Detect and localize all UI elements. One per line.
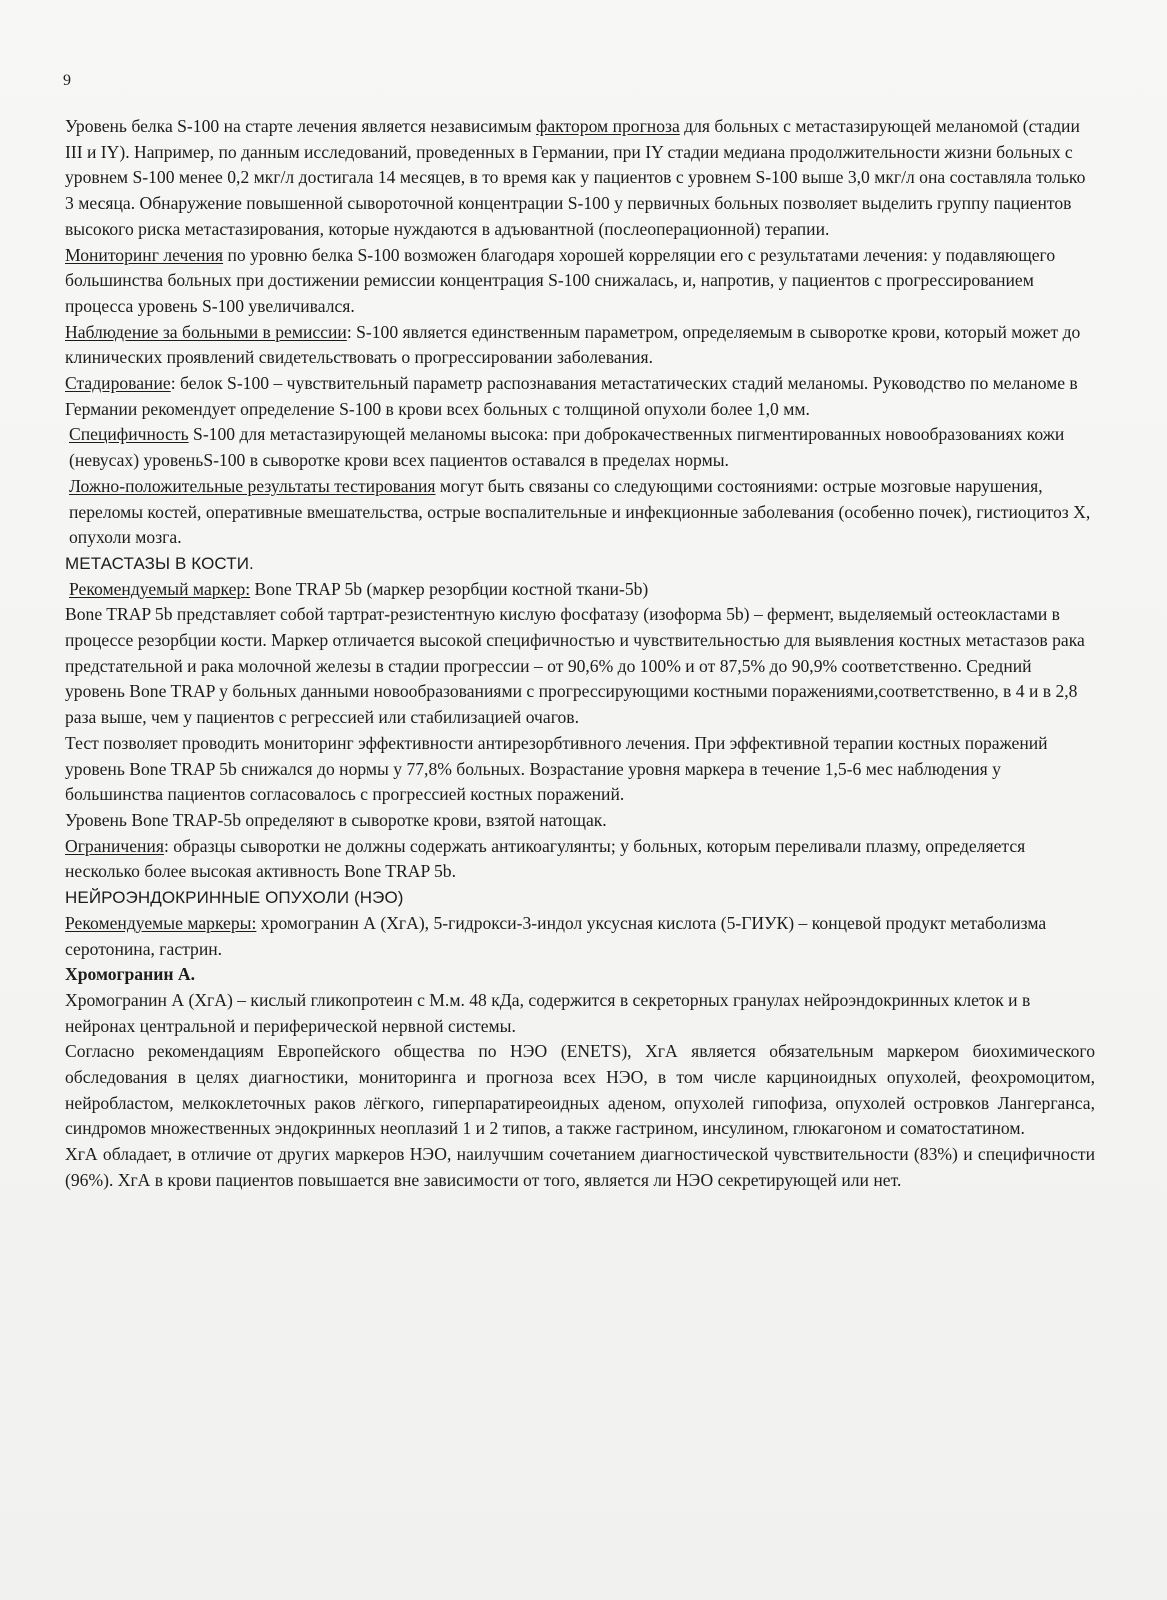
recommended-marker-label: Рекомендуемый маркер: bbox=[69, 578, 251, 599]
paragraph-false-positive: Ложно-положительные результаты тестирования могут быть связаны со следующими состояниями: острые мозговые нарушения, переломы костей, оперативные вмешательства, острые воспалительные и инфекционные заболевания (особенно почек), гистиоцитоз Х, опухоли мозга. bbox=[69, 475, 1091, 548]
paragraph-neo-markers: Рекомендуемые маркеры: хромогранин А (ХгА), 5-гидрокси-3-индол уксусная кислота (5-ГИУК) – концевой продукт метаболизма серотонина, гастрин. bbox=[65, 912, 1047, 959]
heading-chromogranin: Хромогранин А. bbox=[65, 964, 195, 985]
heading-neuroendocrine-tumors: НЕЙРОЭНДОКРИННЫЕ ОПУХОЛИ (НЭО) bbox=[65, 888, 404, 908]
false-positive-label: Ложно-положительные результаты тестирования bbox=[69, 475, 436, 496]
paragraph-bone-marker: Рекомендуемый маркер: Bone TRAP 5b (маркер резорбции костной ткани-5b) bbox=[69, 578, 649, 599]
paragraph-treatment-monitoring: Мониторинг лечения по уровню белка S-100 возможен благодаря хорошей корреляции его с результатами лечения: у подавляющего большинства больных при достижении ремиссии концентрация S-100 снижалась, и, напротив, у пациентов с прогрессированием процесса уровень S-100 увеличивался. bbox=[65, 244, 1056, 316]
paragraph-remission-observation: Наблюдение за больными в ремиссии: S-100 является единственным параметром, определяемым в сыворотке крови, который может до клинических проявлений свидетельствовать о прогрессировании заболевания. bbox=[65, 321, 1081, 368]
paragraph-limitations: Ограничения: образцы сыворотки не должны содержать антикоагулянты; у больных, которым переливали плазму, определяется несколько более высокая активность Bone TRAP 5b. bbox=[65, 835, 1026, 882]
page-number: 9 bbox=[63, 72, 71, 89]
paragraph-staging: Стадирование: белок S-100 – чувствительный параметр распознавания метастатических стадий меланомы. Руководство по меланоме в Германии рекомендует определение S-100 в крови всех больных с толщиной опухоли более 1,0 мм. bbox=[65, 373, 1078, 419]
paragraph-chromogranin-definition: Хромогранин А (ХгА) – кислый гликопротеин с М.м. 48 кДа, содержится в секреторных гранулах нейроэндокринных клеток и в нейронах центральной и периферической нервной системы. bbox=[65, 989, 1031, 1036]
paragraph-enets-recommendations: Согласно рекомендациям Европейского общества по НЭО (ENETS), ХгА является обязательным маркером биохимического обследования в целях диагностики, мониторинга и прогноза всех НЭО, в том числе карциноидных опухолей, феохромоцитом, нейробластом, мелкоклеточных раков лёгкого, гиперпаратиреоидных аденом, опухолей гипофиза, опухолей островков Лангерганса, синдромов множественных эндокринных неоплазий 1 и 2 типов, а также гастрином, инсулином, глюкагоном и соматостатином. bbox=[65, 1041, 1095, 1139]
paragraph-specificity: Специфичность S-100 для метастазирующей меланомы высока: при доброкачественных пигментированных новообразованиях кожи (невусах) уровеньS-100 в сыворотке крови всех пациентов оставался в пределах нормы. bbox=[69, 424, 1065, 471]
paragraph-bone-trap-monitoring: Тест позволяет проводить мониторинг эффективности антирезорбтивного лечения. При эффективной терапии костных поражений уровень Bone TRAP 5b снижался до нормы у 77,8% больных. Возрастание уровня маркера в течение 1,5-6 мес наблюдения у большинства пациентов согласовалось с прогрессией костных поражений. bbox=[65, 732, 1048, 805]
paragraph-bone-trap-fasting: Уровень Bone TRAP-5b определяют в сыворотке крови, взятой натощак. bbox=[65, 809, 607, 830]
heading-bone-metastases: МЕТАСТАЗЫ В КОСТИ. bbox=[65, 553, 254, 573]
recommended-markers-label: Рекомендуемые маркеры: bbox=[65, 912, 257, 933]
document-body bbox=[65, 114, 1095, 1194]
prognosis-factor-term: фактором прогноза bbox=[536, 116, 680, 136]
staging-label: Стадирование bbox=[65, 373, 171, 394]
remission-observation-label: Наблюдение за больными в ремиссии bbox=[65, 321, 347, 342]
paragraph-s100-prognosis: Уровень белка S-100 на старте лечения является независимым фактором прогноза для больных с метастазирующей меланомой (стадии III и IY). Например, по данным исследований, проведенных в Германии, при IY стадии медиана продолжительности жизни больных с уровнем S-100 менее 0,2 мкг/л достигала 14 месяцев, в то время как у пациентов с уровнем S-100 выше 3,0 мкг/л она составляла только 3 месяца. Обнаружение повышенной сывороточной концентрации S-100 у первичных больных позволяет выделить группу пациентов высокого риска метастазирования, которые нуждаются в адъювантной (послеоперационной) терапии. bbox=[65, 116, 1086, 239]
limitations-label: Ограничения bbox=[65, 835, 164, 856]
paragraph-chromogranin-sensitivity: ХгА обладает, в отличие от других маркеров НЭО, наилучшим сочетанием диагностической чувствительности (83%) и специфичности (96%). ХгА в крови пациентов повышается вне зависимости от того, является ли НЭО секретирующей или нет. bbox=[65, 1144, 1095, 1190]
specificity-label: Специфичность bbox=[69, 424, 189, 445]
treatment-monitoring-label: Мониторинг лечения bbox=[65, 244, 224, 265]
paragraph-bone-trap-description: Bone TRAP 5b представляет собой тартрат-резистентную кислую фосфатазу (изоформа 5b) – фермент, выделяемый остеокластами в процессе резорбции кости. Маркер отличается высокой специфичностью и чувствительностью для выявления костных метастазов рака предстательной и рака молочной железы в стадии прогрессии – от 90,6% до 100% и от 87,5% до 90,9% соответственно. Средний уровень Bone TRAP у больных данными новообразованиями с прогрессирующими костными поражениями,соответственно, в 4 и в 2,8 раза выше, чем у пациентов с регрессией или стабилизацией очагов. bbox=[65, 604, 1085, 728]
